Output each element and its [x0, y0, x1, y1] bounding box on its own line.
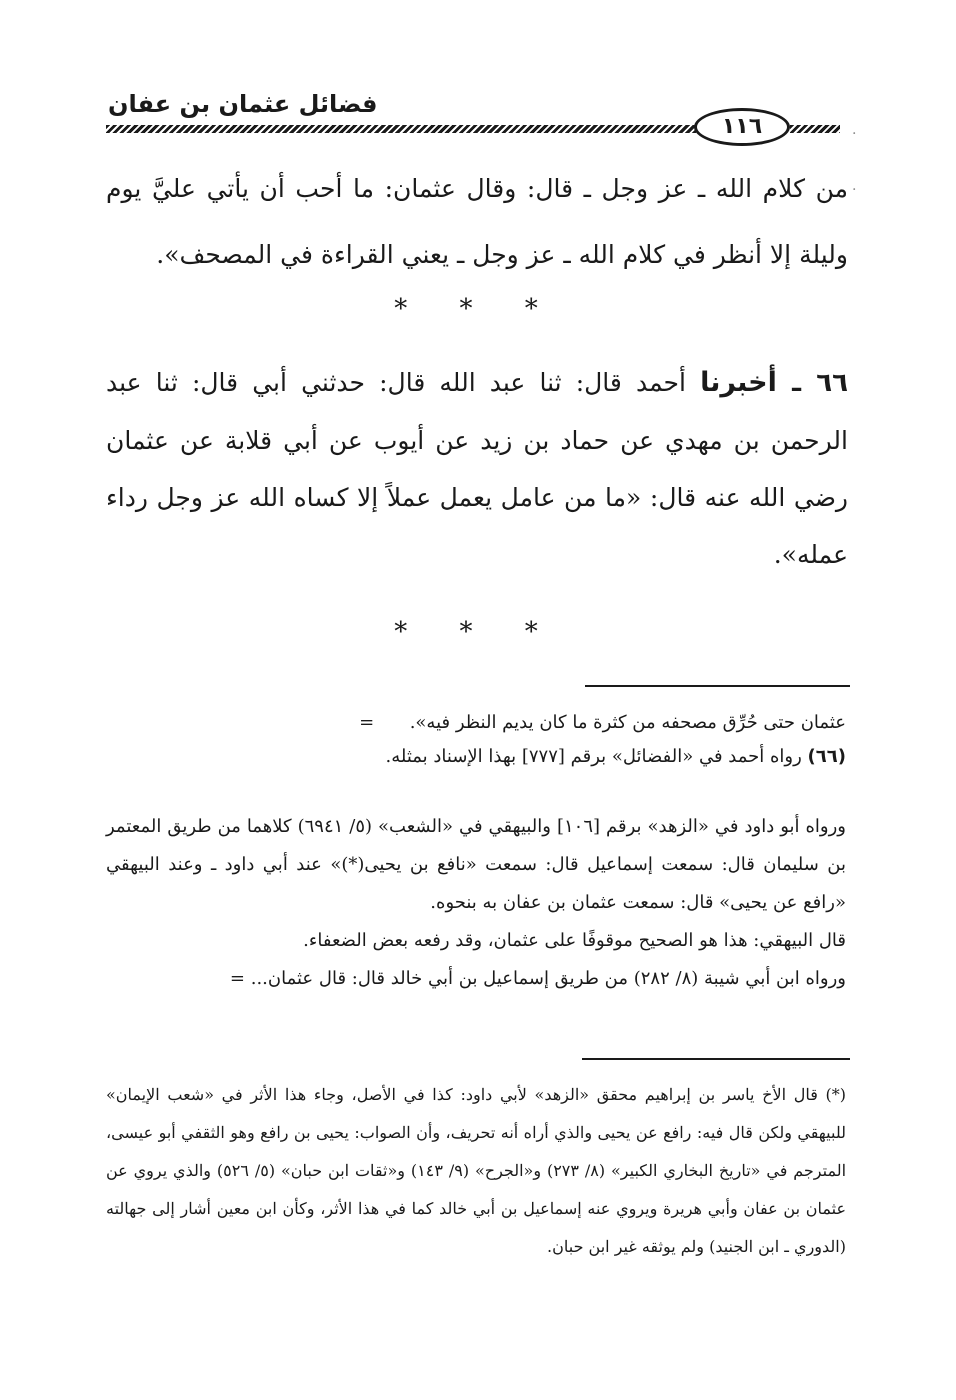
section-separator: * * *: [394, 617, 560, 647]
hadith-text: أحمد قال: ثنا عبد الله قال: حدثني أبي قال: ثنا عبد الرحمن بن مهدي عن حماد بن زيد عن أيوب عن أبي قلابة عن عثمان رضي الله عنه قال: «ما من عامل يعمل عملاً إلا كساه الله عز وجل رداء عمله».: [106, 368, 848, 569]
hadith-66: [106, 354, 848, 583]
notes-block-top: [106, 706, 846, 774]
note-paragraph: ورواه ابن أبي شيبة (٨/ ٢٨٢) من طريق إسماعيل بن أبي خالد قال: قال عثمان... =: [229, 968, 846, 989]
running-title: فضائل عثمان بن عفان: [108, 90, 378, 118]
notes-block-body: [106, 808, 846, 998]
footnote: (*) قال الأخ ياسر بن إبراهيم محقق «الزهد» لأبي داود: كذا في الأصل، وجاء هذا الأثر في «شعب الإيمان» للبيهقي ولكن قال فيه: رافع عن يحيى والذي أراه أنه تحريف، وأن الصواب: يحيى بن رافع وهو الثقفي أبو عيسى، المترجم في «تاريخ البخاري الكبير» (٨/ ٢٧٣) و«الجرح» (٩/ ١٤٣) و«ثقات ابن حبان» (٥/ ٥٢٦) والذي يروي عن عثمان بن عفان وأبي هريرة ويروي عنه إسماعيل بن أبي خالد كما في هذا الأثر، وكأن ابن معين أشار إلى جهالته (الدوري ـ ابن الجنيد) ولم يوثقه غير ابن حبان.: [106, 1085, 847, 1256]
header-rule-right: [790, 125, 840, 133]
header-rule-left: [106, 125, 696, 133]
continuation-text: عثمان حتى حُرِّق مصحفه من كثرة ما كان يديم النظر فيه».: [409, 712, 846, 733]
continuation-mark: =: [359, 712, 375, 733]
paragraph-continuation: من كلام الله ـ عز وجل ـ قال: وقال عثمان: ما أحب أن يأتي عليَّ يوم وليلة إلا أنظر في كلام الله ـ عز وجل ـ يعني القراءة في المصحف».: [106, 174, 848, 269]
continuation-note: [106, 706, 846, 740]
note-paragraph: قال البيهقي: هذا هو الصحيح موقوفًا على عثمان، وقد رفعه بعض الضعفاء.: [303, 930, 846, 951]
notes-divider: [585, 685, 850, 687]
footnote-divider: [582, 1058, 850, 1060]
note-number: (٦٦): [807, 746, 846, 767]
note-paragraph: ورواه أبو داود في «الزهد» برقم [١٠٦] والبيهقي في «الشعب» (٥/ ٦٩٤١) كلاهما من طريق المعتمر بن سليمان قال: سمعت إسماعيل قال: سمعت «نافع بن يحيى(*)» عند أبي داود ـ وعند البيهقي «رافع عن يحيى» قال: سمعت عثمان بن عفان به بنحوه.: [106, 816, 846, 913]
hadith-number: ٦٦: [816, 368, 848, 398]
hadith-dash: ـ: [776, 368, 817, 398]
page-number: ١١٦: [694, 108, 790, 146]
note-intro: رواه أحمد في «الفضائل» برقم [٧٧٧] بهذا الإسناد بمثله.: [385, 746, 808, 767]
hadith-lead-word: أخبرنا: [700, 367, 777, 398]
note-66: [106, 740, 846, 774]
margin-mark: .: [852, 178, 857, 194]
section-separator: * * *: [394, 294, 560, 324]
margin-mark: .: [852, 122, 857, 138]
